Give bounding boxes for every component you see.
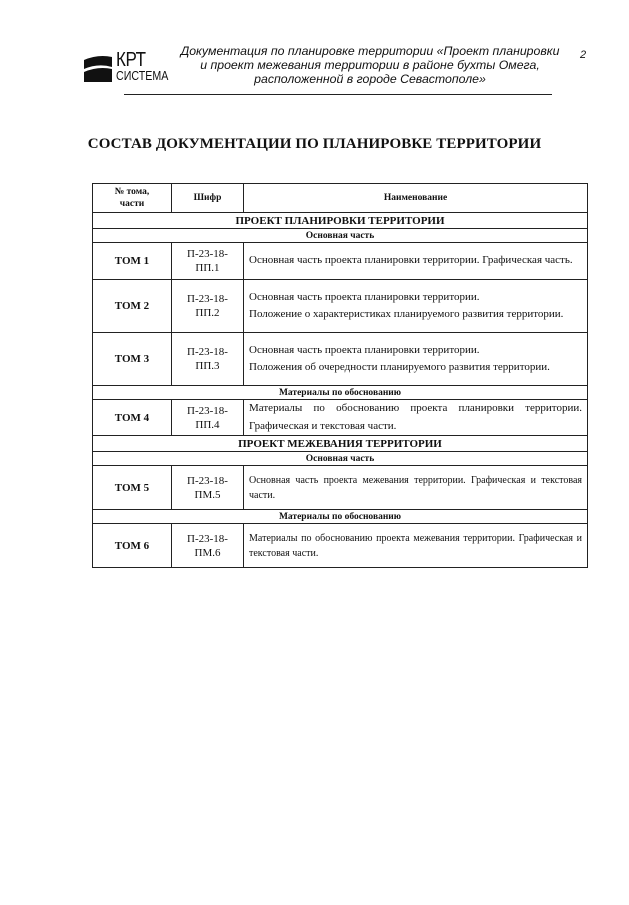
volume-name: Основная часть проекта межевания территории. Графическая и текстовая части. (244, 466, 588, 510)
logo-text-top: КРТ (116, 49, 146, 71)
composition-table (92, 183, 588, 568)
subsection-row (93, 229, 588, 243)
header-line: и проект межевания территории в районе бухты Омега, (200, 58, 540, 72)
volume-number: ТОМ 5 (93, 466, 172, 510)
volume-number: ТОМ 3 (93, 333, 172, 386)
volume-name: Основная часть проекта планировки территории. Графическая часть. (244, 243, 588, 280)
subsection-title: Материалы по обоснованию (93, 510, 588, 524)
volume-code: П-23-18- ПП.4 (172, 400, 244, 436)
subsection-title: Основная часть (93, 452, 588, 466)
volume-name: Основная часть проекта планировки территории. Положения об очередности планируемого развития территории. (244, 333, 588, 386)
volume-code: П-23-18- ПП.2 (172, 280, 244, 333)
volume-number: ТОМ 1 (93, 243, 172, 280)
volume-name: Материалы по обоснованию проекта межевания территории. Графическая и текстовая части. (244, 524, 588, 568)
subsection-title: Основная часть (93, 229, 588, 243)
volume-code: П-23-18- ПП.1 (172, 243, 244, 280)
volume-number: ТОМ 4 (93, 400, 172, 436)
header-line: Документация по планировке территории «Проект планировки (180, 44, 560, 58)
table-row (93, 243, 588, 280)
section-title: ПРОЕКТ МЕЖЕВАНИЯ ТЕРРИТОРИИ (93, 436, 588, 452)
table-row (93, 524, 588, 568)
logo-mark-icon (82, 54, 114, 84)
company-logo (82, 49, 169, 86)
subsection-row (93, 386, 588, 400)
subsection-title: Материалы по обоснованию (93, 386, 588, 400)
table-header-row (93, 184, 588, 213)
subsection-row (93, 452, 588, 466)
running-header (180, 44, 560, 86)
volume-number: ТОМ 6 (93, 524, 172, 568)
volume-number: ТОМ 2 (93, 280, 172, 333)
volume-code: П-23-18- ПП.3 (172, 333, 244, 386)
header-divider (124, 94, 552, 95)
table-row (93, 280, 588, 333)
volume-name: Материалы по обоснованию проекта планировки территории. Графическая и текстовая части. (244, 400, 588, 436)
volume-code: П-23-18- ПМ.5 (172, 466, 244, 510)
volume-code: П-23-18- ПМ.6 (172, 524, 244, 568)
column-header-name: Наименование (244, 184, 588, 213)
section-row (93, 436, 588, 452)
table-row (93, 333, 588, 386)
header-line: расположенной в городе Севастополе» (254, 72, 486, 86)
section-title: ПРОЕКТ ПЛАНИРОВКИ ТЕРРИТОРИИ (93, 213, 588, 229)
logo-text-bottom: СИСТЕМА (116, 68, 169, 83)
section-row (93, 213, 588, 229)
page-number: 2 (580, 49, 587, 61)
subsection-row (93, 510, 588, 524)
column-header-tom: № тома, части (93, 184, 172, 213)
column-header-code: Шифр (172, 184, 244, 213)
volume-name: Основная часть проекта планировки территории. Положение о характеристиках планируемого развития территории. (244, 280, 588, 333)
table-row (93, 466, 588, 510)
table-row (93, 400, 588, 436)
document-title: СОСТАВ ДОКУМЕНТАЦИИ ПО ПЛАНИРОВКЕ ТЕРРИТОРИИ (87, 136, 542, 152)
